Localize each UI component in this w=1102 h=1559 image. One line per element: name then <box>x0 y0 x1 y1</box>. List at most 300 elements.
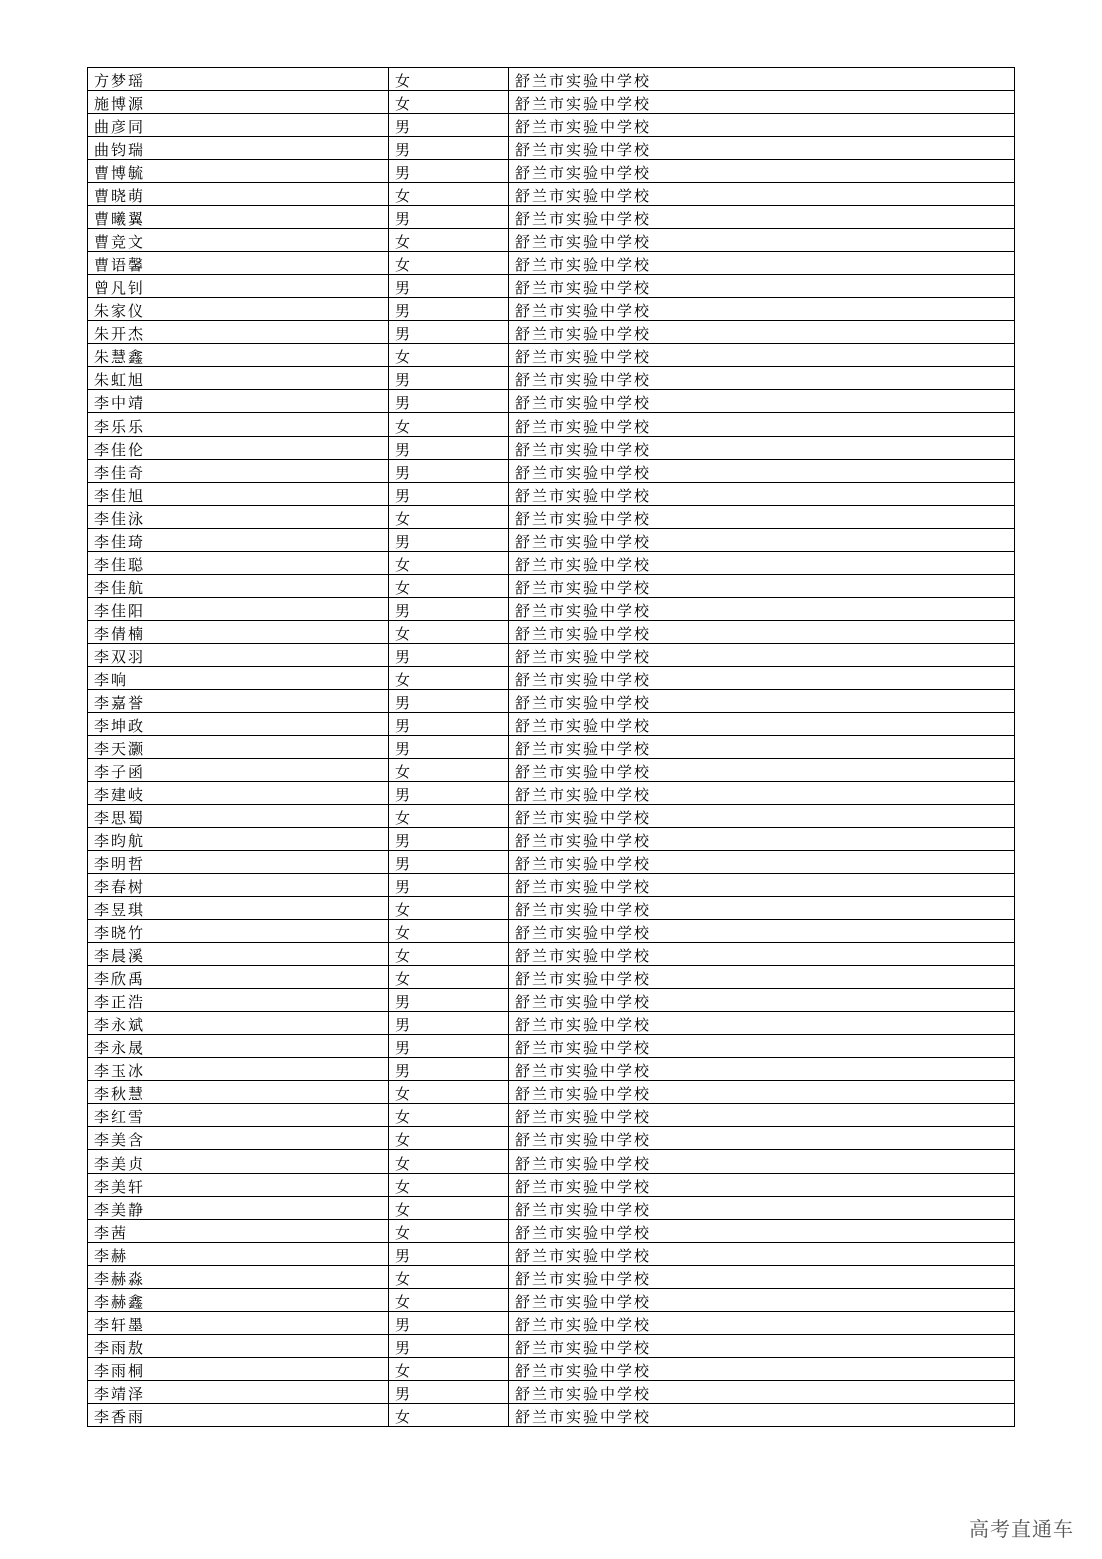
student-name-cell <box>88 1196 389 1219</box>
gender-cell <box>389 920 509 943</box>
school-cell <box>509 712 1015 735</box>
gender-cell-text: 男 <box>395 371 413 390</box>
student-name-cell <box>88 805 389 828</box>
school-cell-text: 舒兰市实验中学校 <box>515 647 652 666</box>
gender-cell-text: 男 <box>395 832 413 851</box>
school-cell-text: 舒兰市实验中学校 <box>515 970 652 989</box>
school-cell-text: 舒兰市实验中学校 <box>515 210 652 229</box>
student-name-cell-text: 李佳旭 <box>94 486 146 505</box>
table-row <box>88 505 1015 528</box>
table-row <box>88 758 1015 781</box>
table-row <box>88 1242 1015 1265</box>
school-cell <box>509 1334 1015 1357</box>
gender-cell-text: 男 <box>395 325 413 344</box>
gender-cell <box>389 712 509 735</box>
table-row <box>88 943 1015 966</box>
student-name-cell <box>88 643 389 666</box>
student-name-cell <box>88 321 389 344</box>
school-cell <box>509 390 1015 413</box>
school-cell <box>509 367 1015 390</box>
school-cell <box>509 597 1015 620</box>
student-name-cell <box>88 1403 389 1426</box>
school-cell <box>509 689 1015 712</box>
gender-cell <box>389 390 509 413</box>
school-cell-text: 舒兰市实验中学校 <box>515 1131 652 1150</box>
table-row <box>88 643 1015 666</box>
student-name-cell-text: 李明哲 <box>94 855 146 874</box>
table-row <box>88 1127 1015 1150</box>
table-row <box>88 1219 1015 1242</box>
gender-cell <box>389 1150 509 1173</box>
student-name-cell <box>88 574 389 597</box>
gender-cell <box>389 943 509 966</box>
school-cell <box>509 229 1015 252</box>
table-row <box>88 1012 1015 1035</box>
table-row <box>88 275 1015 298</box>
student-name-cell-text: 李赫鑫 <box>94 1292 146 1311</box>
school-cell-text: 舒兰市实验中学校 <box>515 463 652 482</box>
table-row <box>88 1035 1015 1058</box>
gender-cell <box>389 1104 509 1127</box>
gender-cell-text: 女 <box>395 970 413 989</box>
gender-cell-text: 女 <box>395 72 413 91</box>
student-name-cell-text: 李思蜀 <box>94 809 146 828</box>
school-cell <box>509 436 1015 459</box>
school-cell <box>509 1058 1015 1081</box>
table-row <box>88 114 1015 137</box>
student-name-cell <box>88 1058 389 1081</box>
student-name-cell-text: 曹语馨 <box>94 256 146 275</box>
table-row <box>88 574 1015 597</box>
table-row <box>88 874 1015 897</box>
gender-cell-text: 男 <box>395 1315 413 1334</box>
student-name-cell <box>88 206 389 229</box>
gender-cell-text: 女 <box>395 1131 413 1150</box>
school-cell <box>509 897 1015 920</box>
gender-cell-text: 男 <box>395 210 413 229</box>
student-name-cell <box>88 551 389 574</box>
school-cell-text: 舒兰市实验中学校 <box>515 924 652 943</box>
gender-cell <box>389 874 509 897</box>
gender-cell-text: 女 <box>395 95 413 114</box>
student-name-cell-text: 曹博毓 <box>94 164 146 183</box>
student-name-cell-text: 李轩墨 <box>94 1315 146 1334</box>
table-row <box>88 137 1015 160</box>
school-cell-text: 舒兰市实验中学校 <box>515 302 652 321</box>
student-name-cell <box>88 1288 389 1311</box>
student-name-cell <box>88 897 389 920</box>
school-cell-text: 舒兰市实验中学校 <box>515 1062 652 1081</box>
table-row <box>88 321 1015 344</box>
school-cell-text: 舒兰市实验中学校 <box>515 417 652 436</box>
gender-cell <box>389 781 509 804</box>
school-cell-text: 舒兰市实验中学校 <box>515 601 652 620</box>
school-cell <box>509 943 1015 966</box>
gender-cell-text: 男 <box>395 302 413 321</box>
table-row <box>88 735 1015 758</box>
gender-cell <box>389 851 509 874</box>
gender-cell-text: 女 <box>395 348 413 367</box>
gender-cell-text: 男 <box>395 878 413 897</box>
gender-cell <box>389 1081 509 1104</box>
gender-cell <box>389 183 509 206</box>
gender-cell-text: 女 <box>395 578 413 597</box>
school-cell-text: 舒兰市实验中学校 <box>515 1223 652 1242</box>
gender-cell <box>389 68 509 91</box>
school-cell-text: 舒兰市实验中学校 <box>515 855 652 874</box>
school-cell <box>509 1311 1015 1334</box>
table-row <box>88 1403 1015 1426</box>
table-row <box>88 689 1015 712</box>
student-name-cell <box>88 252 389 275</box>
school-cell <box>509 1357 1015 1380</box>
gender-cell <box>389 321 509 344</box>
school-cell-text: 舒兰市实验中学校 <box>515 1108 652 1127</box>
school-cell <box>509 183 1015 206</box>
gender-cell <box>389 735 509 758</box>
student-name-cell <box>88 1242 389 1265</box>
school-cell-text: 舒兰市实验中学校 <box>515 624 652 643</box>
gender-cell-text: 女 <box>395 1269 413 1288</box>
student-name-cell-text: 李正浩 <box>94 993 146 1012</box>
table-row <box>88 712 1015 735</box>
school-cell <box>509 1012 1015 1035</box>
table-row <box>88 298 1015 321</box>
gender-cell-text: 女 <box>395 233 413 252</box>
gender-cell <box>389 367 509 390</box>
gender-cell-text: 女 <box>395 1223 413 1242</box>
school-cell-text: 舒兰市实验中学校 <box>515 1246 652 1265</box>
gender-cell-text: 男 <box>395 279 413 298</box>
student-name-cell-text: 朱慧鑫 <box>94 348 146 367</box>
school-cell-text: 舒兰市实验中学校 <box>515 348 652 367</box>
student-name-cell <box>88 1265 389 1288</box>
school-cell <box>509 1127 1015 1150</box>
gender-cell-text: 女 <box>395 1292 413 1311</box>
student-name-cell-text: 李佳伦 <box>94 440 146 459</box>
table-row <box>88 1150 1015 1173</box>
school-cell-text: 舒兰市实验中学校 <box>515 279 652 298</box>
school-cell <box>509 1104 1015 1127</box>
school-cell-text: 舒兰市实验中学校 <box>515 95 652 114</box>
school-cell <box>509 874 1015 897</box>
student-name-cell-text: 朱虹旭 <box>94 371 146 390</box>
student-name-cell-text: 李建岐 <box>94 786 146 804</box>
school-cell <box>509 252 1015 275</box>
student-name-cell-text: 李美轩 <box>94 1177 146 1196</box>
gender-cell-text: 女 <box>395 417 413 436</box>
student-name-cell <box>88 1334 389 1357</box>
student-name-cell <box>88 229 389 252</box>
gender-cell-text: 女 <box>395 187 413 206</box>
student-name-cell <box>88 828 389 851</box>
gender-cell <box>389 758 509 781</box>
school-cell-text: 舒兰市实验中学校 <box>515 1177 652 1196</box>
student-name-cell-text: 李茜 <box>94 1223 129 1242</box>
table-row <box>88 160 1015 183</box>
gender-cell <box>389 1311 509 1334</box>
student-name-cell-text: 李美贞 <box>94 1154 146 1173</box>
gender-cell <box>389 160 509 183</box>
gender-cell-text: 女 <box>395 1154 413 1173</box>
gender-cell-text: 男 <box>395 118 413 137</box>
gender-cell-text: 女 <box>395 1407 413 1426</box>
school-cell <box>509 413 1015 436</box>
school-cell-text: 舒兰市实验中学校 <box>515 1200 652 1219</box>
student-name-cell-text: 李赫 <box>94 1246 129 1265</box>
school-cell <box>509 966 1015 989</box>
table-row <box>88 482 1015 505</box>
student-name-cell-text: 李永晟 <box>94 1039 146 1058</box>
gender-cell <box>389 1242 509 1265</box>
school-cell-text: 舒兰市实验中学校 <box>515 693 652 712</box>
school-cell <box>509 482 1015 505</box>
gender-cell-text: 男 <box>395 1246 413 1265</box>
table-row <box>88 966 1015 989</box>
table-row <box>88 1081 1015 1104</box>
gender-cell <box>389 597 509 620</box>
student-name-cell-text: 李响 <box>94 670 129 689</box>
student-name-cell <box>88 689 389 712</box>
student-name-cell <box>88 160 389 183</box>
student-name-cell-text: 李秋慧 <box>94 1085 146 1104</box>
table-row <box>88 1265 1015 1288</box>
gender-cell <box>389 459 509 482</box>
school-cell-text: 舒兰市实验中学校 <box>515 878 652 897</box>
student-name-cell <box>88 874 389 897</box>
table-row <box>88 252 1015 275</box>
school-cell <box>509 781 1015 804</box>
student-name-cell-text: 李双羽 <box>94 647 146 666</box>
table-row <box>88 1334 1015 1357</box>
school-cell-text: 舒兰市实验中学校 <box>515 118 652 137</box>
student-name-cell-text: 曲彦同 <box>94 118 146 137</box>
gender-cell <box>389 275 509 298</box>
student-name-cell-text: 李乐乐 <box>94 417 146 436</box>
gender-cell <box>389 1173 509 1196</box>
school-cell-text: 舒兰市实验中学校 <box>515 1292 652 1311</box>
school-cell <box>509 91 1015 114</box>
student-name-cell-text: 李雨桐 <box>94 1361 146 1380</box>
school-cell <box>509 620 1015 643</box>
gender-cell-text: 女 <box>395 947 413 966</box>
gender-cell <box>389 1265 509 1288</box>
student-name-cell-text: 曾凡钊 <box>94 279 146 298</box>
gender-cell <box>389 1403 509 1426</box>
school-cell <box>509 1219 1015 1242</box>
gender-cell-text: 男 <box>395 1384 413 1403</box>
school-cell <box>509 321 1015 344</box>
student-name-cell <box>88 91 389 114</box>
school-cell <box>509 459 1015 482</box>
gender-cell-text: 女 <box>395 509 413 528</box>
gender-cell-text: 女 <box>395 1200 413 1219</box>
school-cell <box>509 275 1015 298</box>
gender-cell-text: 男 <box>395 164 413 183</box>
gender-cell <box>389 1196 509 1219</box>
school-cell-text: 舒兰市实验中学校 <box>515 1154 652 1173</box>
student-name-cell <box>88 1035 389 1058</box>
gender-cell <box>389 91 509 114</box>
school-cell-text: 舒兰市实验中学校 <box>515 993 652 1012</box>
school-cell-text: 舒兰市实验中学校 <box>515 1338 652 1357</box>
student-name-cell <box>88 183 389 206</box>
gender-cell <box>389 206 509 229</box>
student-name-cell-text: 李天灏 <box>94 739 146 758</box>
student-name-cell <box>88 620 389 643</box>
gender-cell-text: 女 <box>395 809 413 828</box>
student-name-cell <box>88 1380 389 1403</box>
table-row <box>88 1196 1015 1219</box>
school-cell-text: 舒兰市实验中学校 <box>515 1361 652 1380</box>
school-cell-text: 舒兰市实验中学校 <box>515 440 652 459</box>
table-row <box>88 183 1015 206</box>
student-name-cell <box>88 712 389 735</box>
gender-cell <box>389 528 509 551</box>
table-row <box>88 1058 1015 1081</box>
table-row <box>88 989 1015 1012</box>
gender-cell-text: 男 <box>395 394 413 413</box>
table-row <box>88 344 1015 367</box>
student-name-cell <box>88 275 389 298</box>
school-cell-text: 舒兰市实验中学校 <box>515 809 652 828</box>
table-row <box>88 206 1015 229</box>
gender-cell-text: 男 <box>395 993 413 1012</box>
gender-cell <box>389 482 509 505</box>
student-name-cell <box>88 436 389 459</box>
gender-cell <box>389 436 509 459</box>
gender-cell <box>389 505 509 528</box>
student-name-cell <box>88 1173 389 1196</box>
gender-cell <box>389 666 509 689</box>
school-cell-text: 舒兰市实验中学校 <box>515 1269 652 1288</box>
gender-cell-text: 女 <box>395 762 413 781</box>
student-name-cell <box>88 781 389 804</box>
school-cell-text: 舒兰市实验中学校 <box>515 1407 652 1426</box>
student-name-cell-text: 李倩楠 <box>94 624 146 643</box>
student-name-cell <box>88 1012 389 1035</box>
table-row <box>88 597 1015 620</box>
table-row <box>88 666 1015 689</box>
student-name-cell-text: 李红雪 <box>94 1108 146 1127</box>
table-row <box>88 1380 1015 1403</box>
school-cell <box>509 505 1015 528</box>
gender-cell-text: 男 <box>395 440 413 459</box>
gender-cell <box>389 989 509 1012</box>
student-name-cell-text: 方梦瑶 <box>94 72 146 91</box>
gender-cell <box>389 620 509 643</box>
student-name-cell <box>88 1081 389 1104</box>
gender-cell-text: 男 <box>395 647 413 666</box>
gender-cell <box>389 1012 509 1035</box>
student-name-cell-text: 李晓竹 <box>94 924 146 943</box>
gender-cell-text: 男 <box>395 855 413 874</box>
school-cell <box>509 1150 1015 1173</box>
student-name-cell-text: 李美含 <box>94 1131 146 1150</box>
student-name-cell-text: 李昀航 <box>94 832 146 851</box>
school-cell <box>509 643 1015 666</box>
student-name-cell <box>88 482 389 505</box>
school-cell-text: 舒兰市实验中学校 <box>515 762 652 781</box>
table-row <box>88 1311 1015 1334</box>
student-name-cell <box>88 1127 389 1150</box>
gender-cell-text: 男 <box>395 486 413 505</box>
student-name-cell-text: 李佳阳 <box>94 601 146 620</box>
watermark-text: 高考直通车 <box>969 1517 1074 1541</box>
gender-cell-text: 女 <box>395 555 413 574</box>
table-row <box>88 805 1015 828</box>
gender-cell <box>389 1035 509 1058</box>
table-row <box>88 436 1015 459</box>
table-row <box>88 1288 1015 1311</box>
gender-cell-text: 男 <box>395 1338 413 1357</box>
gender-cell-text: 男 <box>395 786 413 804</box>
gender-cell-text: 女 <box>395 1177 413 1196</box>
student-name-cell-text: 李昱琪 <box>94 901 146 920</box>
school-cell-text: 舒兰市实验中学校 <box>515 72 652 91</box>
student-name-cell-text: 李子函 <box>94 762 146 781</box>
table-row <box>88 413 1015 436</box>
school-cell <box>509 206 1015 229</box>
school-cell-text: 舒兰市实验中学校 <box>515 1085 652 1104</box>
student-name-cell-text: 李晨溪 <box>94 947 146 966</box>
gender-cell-text: 男 <box>395 1016 413 1035</box>
gender-cell-text: 男 <box>395 739 413 758</box>
school-cell-text: 舒兰市实验中学校 <box>515 786 652 804</box>
school-cell-text: 舒兰市实验中学校 <box>515 486 652 505</box>
gender-cell-text: 女 <box>395 624 413 643</box>
table-row <box>88 851 1015 874</box>
student-name-cell <box>88 1219 389 1242</box>
student-name-cell <box>88 367 389 390</box>
gender-cell <box>389 689 509 712</box>
school-cell-text: 舒兰市实验中学校 <box>515 1039 652 1058</box>
school-cell <box>509 920 1015 943</box>
school-cell-text: 舒兰市实验中学校 <box>515 555 652 574</box>
gender-cell <box>389 1288 509 1311</box>
school-cell <box>509 160 1015 183</box>
school-cell-text: 舒兰市实验中学校 <box>515 532 652 551</box>
table-row <box>88 1173 1015 1196</box>
table-row <box>88 459 1015 482</box>
student-name-cell-text: 李春树 <box>94 878 146 897</box>
student-name-cell <box>88 298 389 321</box>
student-name-cell-text: 曲钧瑞 <box>94 141 146 160</box>
student-name-cell-text: 李玉冰 <box>94 1062 146 1081</box>
gender-cell <box>389 643 509 666</box>
gender-cell <box>389 966 509 989</box>
student-name-cell-text: 曹晓萌 <box>94 187 146 206</box>
school-cell <box>509 68 1015 91</box>
student-name-cell <box>88 413 389 436</box>
student-name-cell <box>88 344 389 367</box>
gender-cell <box>389 1219 509 1242</box>
gender-cell <box>389 897 509 920</box>
table-row <box>88 920 1015 943</box>
student-name-cell-text: 李嘉誉 <box>94 693 146 712</box>
school-cell <box>509 298 1015 321</box>
school-cell <box>509 851 1015 874</box>
table-row <box>88 1104 1015 1127</box>
gender-cell <box>389 137 509 160</box>
school-cell <box>509 528 1015 551</box>
table-row <box>88 1357 1015 1380</box>
student-name-cell <box>88 1150 389 1173</box>
school-cell-text: 舒兰市实验中学校 <box>515 164 652 183</box>
gender-cell-text: 男 <box>395 532 413 551</box>
student-name-cell <box>88 966 389 989</box>
student-name-cell <box>88 390 389 413</box>
